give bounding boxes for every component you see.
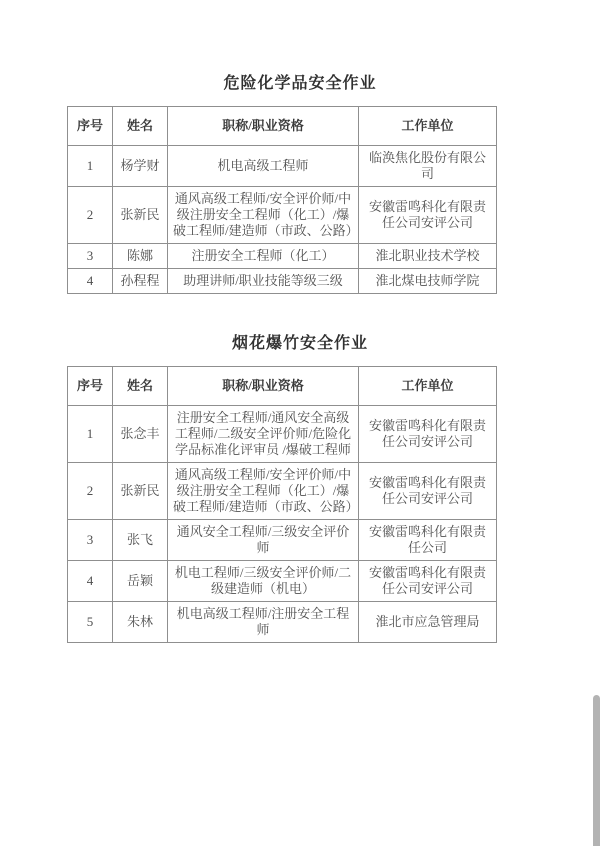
table-header-row: [68, 367, 497, 406]
cell-work-unit: 安徽雷鸣科化有限责任公司: [359, 520, 497, 561]
column-header-name: 姓名: [113, 107, 168, 146]
cell-name: 张飞: [113, 520, 168, 561]
table-row: [68, 146, 497, 187]
cell-work-unit: 安徽雷鸣科化有限责任公司安评公司: [359, 406, 497, 463]
cell-work-unit: 淮北市应急管理局: [359, 602, 497, 643]
cell-qualification: 通风安全工程师/三级安全评价师: [168, 520, 359, 561]
cell-name: 杨学财: [113, 146, 168, 187]
table-row: [68, 520, 497, 561]
cell-qualification: 通风高级工程师/安全评价师/中级注册安全工程师（化工）/爆破工程师/建造师（市政、公路）: [168, 187, 359, 244]
cell-seq: 1: [68, 406, 113, 463]
scrollbar-thumb[interactable]: [593, 695, 600, 846]
table-row: [68, 244, 497, 269]
fireworks-table: [67, 366, 497, 643]
table-row: [68, 561, 497, 602]
cell-name: 张念丰: [113, 406, 168, 463]
section-title-fireworks: 烟花爆竹安全作业: [231, 335, 368, 352]
cell-qualification: 注册安全工程师/通风安全高级工程师/二级安全评价师/危险化学品标准化评审员 /爆破工程师: [168, 406, 359, 463]
cell-work-unit: 安徽雷鸣科化有限责任公司安评公司: [359, 187, 497, 244]
cell-qualification: 机电高级工程师/注册安全工程师: [168, 602, 359, 643]
cell-seq: 4: [68, 269, 113, 294]
section-hazardous-chemicals: [0, 0, 600, 294]
cell-seq: 1: [68, 146, 113, 187]
cell-seq: 3: [68, 244, 113, 269]
column-header-work-unit: 工作单位: [359, 367, 497, 406]
cell-name: 张新民: [113, 187, 168, 244]
cell-work-unit: 临涣焦化股份有限公司: [359, 146, 497, 187]
cell-seq: 2: [68, 463, 113, 520]
table-row: [68, 269, 497, 294]
table-row: [68, 463, 497, 520]
cell-name: 张新民: [113, 463, 168, 520]
section-fireworks: [0, 294, 600, 643]
column-header-seq: 序号: [68, 367, 113, 406]
cell-seq: 4: [68, 561, 113, 602]
table-row: [68, 187, 497, 244]
cell-seq: 5: [68, 602, 113, 643]
cell-seq: 3: [68, 520, 113, 561]
table-row: [68, 406, 497, 463]
cell-qualification: 通风高级工程师/安全评价师/中级注册安全工程师（化工）/爆破工程师/建造师（市政、公路）: [168, 463, 359, 520]
cell-work-unit: 淮北职业技术学校: [359, 244, 497, 269]
table-row: [68, 602, 497, 643]
cell-work-unit: 安徽雷鸣科化有限责任公司安评公司: [359, 463, 497, 520]
cell-qualification: 注册安全工程师（化工）: [168, 244, 359, 269]
table-header-row: [68, 107, 497, 146]
cell-name: 朱林: [113, 602, 168, 643]
section-title-hazardous-chemicals: 危险化学品安全作业: [223, 75, 377, 92]
column-header-name: 姓名: [113, 367, 168, 406]
cell-seq: 2: [68, 187, 113, 244]
column-header-seq: 序号: [68, 107, 113, 146]
cell-name: 孙程程: [113, 269, 168, 294]
hazardous-chemicals-table: [67, 106, 497, 294]
column-header-qualification: 职称/职业资格: [168, 107, 359, 146]
cell-work-unit: 安徽雷鸣科化有限责任公司安评公司: [359, 561, 497, 602]
cell-qualification: 机电高级工程师: [168, 146, 359, 187]
column-header-work-unit: 工作单位: [359, 107, 497, 146]
cell-qualification: 助理讲师/职业技能等级三级: [168, 269, 359, 294]
cell-name: 陈娜: [113, 244, 168, 269]
column-header-qualification: 职称/职业资格: [168, 367, 359, 406]
cell-qualification: 机电工程师/三级安全评价师/二级建造师（机电）: [168, 561, 359, 602]
cell-name: 岳颖: [113, 561, 168, 602]
cell-work-unit: 淮北煤电技师学院: [359, 269, 497, 294]
